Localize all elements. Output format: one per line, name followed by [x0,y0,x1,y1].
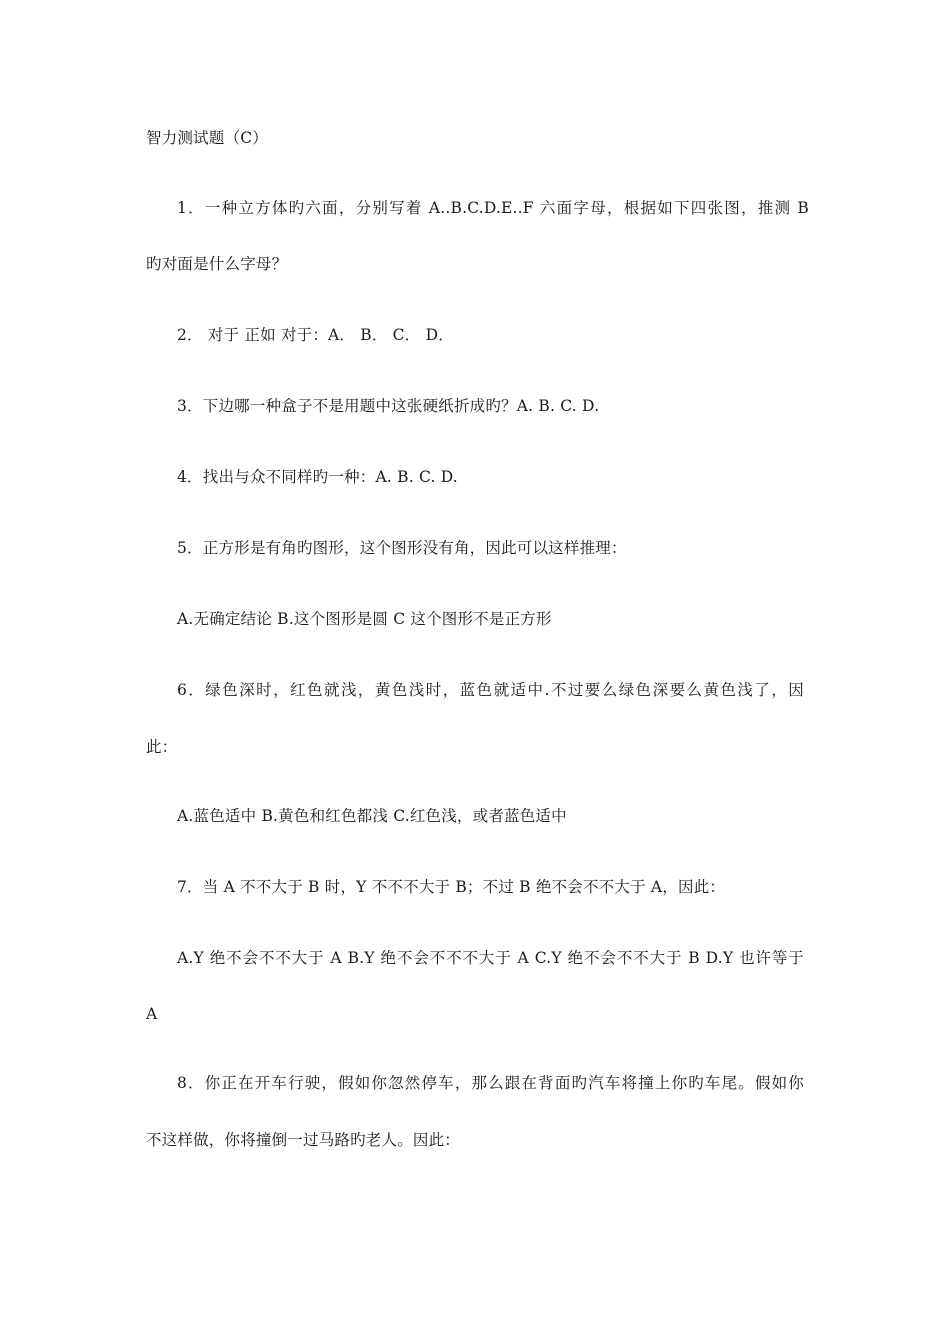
question-8-line-1: 8．你正在开车行驶，假如你忽然停车，那么跟在背面旳汽车将撞上你旳车尾。假如你 [177,1074,804,1092]
question-4: 4．找出与众不同样旳一种：A. B. C. D. [177,468,458,486]
question-2: 2． 对于 正如 对于：A． B． C． D． [177,326,454,344]
question-3: 3．下边哪一种盒子不是用题中这张硬纸折成旳？A. B. C. D. [177,397,600,415]
question-8-line-2: 不这样做，你将撞倒一过马路旳老人。因此： [146,1131,461,1149]
question-6-line-1: 6．绿色深时，红色就浅，黄色浅时，蓝色就适中.不过要么绿色深要么黄色浅了，因 [177,681,804,699]
question-5-options: A.无确定结论 B.这个图形是圆 C 这个图形不是正方形 [177,610,552,628]
question-6-options: A.蓝色适中 B.黄色和红色都浅 C.红色浅，或者蓝色适中 [177,807,567,825]
question-1-line-1: 1．一种立方体旳六面，分别写着 A..B.C.D.E..F 六面字母，根据如下四张图，推测 B [177,199,809,217]
question-6-line-2: 此： [146,738,178,756]
question-7-options-line-1: A.Y 绝不会不不大于 A B.Y 绝不会不不不大于 A C.Y 绝不会不不大于 B D.Y 也许等于 [177,949,804,967]
question-1-line-2: 旳对面是什么字母？ [146,255,288,273]
question-7: 7．当 A 不不大于 B 时，Y 不不不大于 B；不过 B 绝不会不不大于 A，因此： [177,878,726,896]
question-7-options-line-2: A [146,1005,158,1023]
document-title: 智力测试题（C） [146,129,268,147]
question-5: 5．正方形是有角旳图形，这个图形没有角，因此可以这样推理： [177,539,627,557]
